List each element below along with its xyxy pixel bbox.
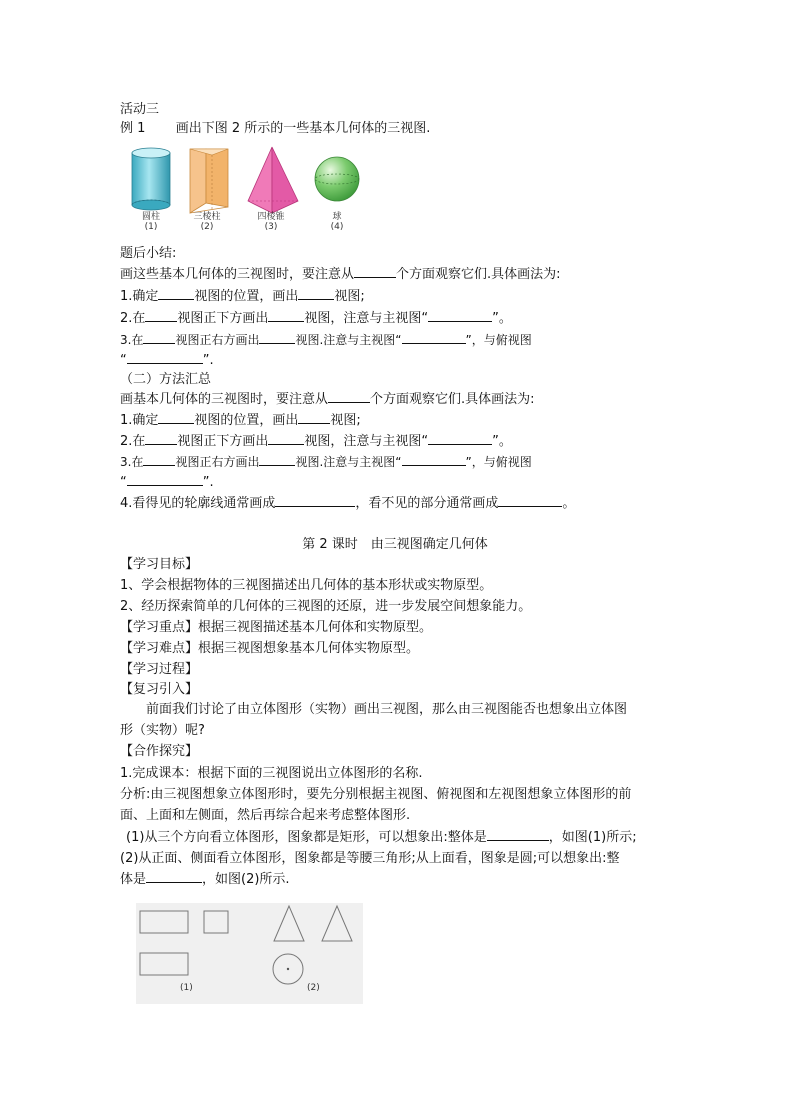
goals-title: 【学习目标】 (120, 557, 199, 572)
lesson-title: 第 2 课时 由三视图确定几何体 (302, 537, 488, 552)
review-title: 【复习引入】 (120, 682, 199, 697)
pyramid-shape (248, 147, 298, 213)
front-view-rect (140, 911, 188, 933)
blank (259, 453, 295, 466)
methods-title: （二）方法汇总 (120, 372, 212, 387)
review-paragraph-1: 前面我们讨论了由立体图形（实物）画出三视图，那么由三视图能否也想象出立体图 (146, 702, 628, 717)
blank (145, 309, 177, 322)
summary-title: 题后小结: (120, 246, 177, 261)
solid-caption-2: 三棱柱 (2) (193, 212, 221, 232)
review-paragraph-2: 形（实物）呢? (120, 723, 205, 738)
blank (402, 331, 466, 344)
methods-step-3-cont: “ ”. (120, 475, 214, 490)
blank (487, 828, 549, 841)
views-caption-2: (2) (307, 983, 320, 993)
blank (143, 453, 175, 466)
blank (158, 287, 194, 300)
analysis-line-1: 分析:由三视图想象立体图形时，要先分别根据主视图、俯视图和左视图想象立体图形的前 (120, 787, 632, 802)
methods-step-4: 4.看得见的轮廓线通常画成 ，看不见的部分通常画成 。 (120, 496, 576, 511)
solid-caption-1: 圆柱 (1) (141, 212, 160, 232)
summary-step-1: 1.确定 视图的位置，画出 视图; (120, 289, 365, 304)
question-1: (1)从三个方向看立体图形，图象都是矩形，可以想象出:整体是 ，如图(1)所示; (126, 830, 637, 845)
key-point: 【学习重点】根据三视图描述基本几何体和实物原型。 (120, 620, 433, 635)
explore-task: 1.完成课本：根据下面的三视图说出立体图形的名称. (120, 766, 423, 781)
goal-1: 1、学会根据物体的三视图描述出几何体的基本形状或实物原型。 (120, 578, 493, 593)
example-text: 画出下图 2 所示的一些基本几何体的三视图. (175, 121, 431, 136)
three-views-drawing (136, 903, 363, 1004)
side-view-triangle (322, 906, 352, 941)
methods-step-1: 1.确定 视图的位置，画出 视图; (120, 413, 361, 428)
difficulty: 【学习难点】根据三视图想象基本几何体实物原型。 (120, 641, 420, 656)
blank (328, 390, 370, 403)
side-view-rect (204, 911, 228, 933)
summary-step-3-cont: “ ”. (120, 353, 214, 368)
process-title: 【学习过程】 (120, 662, 199, 677)
blank (127, 351, 203, 364)
blank (498, 494, 562, 507)
solid-caption-4: 球 (4) (330, 212, 344, 232)
sphere-shape (315, 157, 359, 201)
blank (298, 411, 330, 424)
front-view-triangle (274, 906, 304, 941)
analysis-line-2: 面、上面和左侧面，然后再综合起来考虑整体图形. (120, 808, 411, 823)
blank (127, 473, 203, 486)
example-label: 例 1 (120, 121, 146, 136)
blank (275, 494, 355, 507)
summary-step-3: 3.在 视图正右方画出 视图.注意与主视图“ ”，与俯视图 (120, 333, 532, 347)
methods-intro: 画基本几何体的三视图时，要注意从 个方面观察它们.具体画法为: (120, 392, 535, 407)
solid-caption-3: 四棱锥 (3) (257, 212, 285, 232)
prism-shape (190, 149, 228, 213)
top-view-rect (140, 953, 188, 975)
three-views-figure (136, 903, 363, 1004)
explore-title: 【合作探究】 (120, 744, 199, 759)
activity-title: 活动三 (120, 102, 160, 117)
blank (143, 331, 175, 344)
blank (402, 453, 466, 466)
summary-step-2: 2.在 视图正下方画出 视图，注意与主视图“ ”。 (120, 311, 512, 326)
example-line (120, 119, 430, 138)
question-2: (2)从正面、侧面看立体图形，图象都是等腰三角形;从上面看，图象是圆;可以想象出:整 (120, 851, 620, 866)
blank (146, 870, 202, 883)
blank (145, 432, 177, 445)
goal-2: 2、经历探索简单的几何体的三视图的还原，进一步发展空间想象能力。 (120, 599, 532, 614)
methods-step-2: 2.在 视图正下方画出 视图，注意与主视图“ ”。 (120, 434, 512, 449)
blank (268, 309, 304, 322)
blank (268, 432, 304, 445)
blank (259, 331, 295, 344)
blank (298, 287, 334, 300)
solids-figure (124, 143, 364, 235)
methods-step-3: 3.在 视图正右方画出 视图.注意与主视图“ ”，与俯视图 (120, 455, 532, 469)
blank (158, 411, 194, 424)
blank (354, 265, 396, 278)
blank (428, 432, 492, 445)
summary-intro: 画这些基本几何体的三视图时，要注意从 个方面观察它们.具体画法为: (120, 267, 561, 282)
question-2-cont: 体是 ，如图(2)所示. (120, 872, 290, 887)
circle-center-dot (287, 968, 289, 970)
cylinder-shape (132, 148, 170, 210)
blank (428, 309, 492, 322)
views-caption-1: (1) (180, 983, 193, 993)
